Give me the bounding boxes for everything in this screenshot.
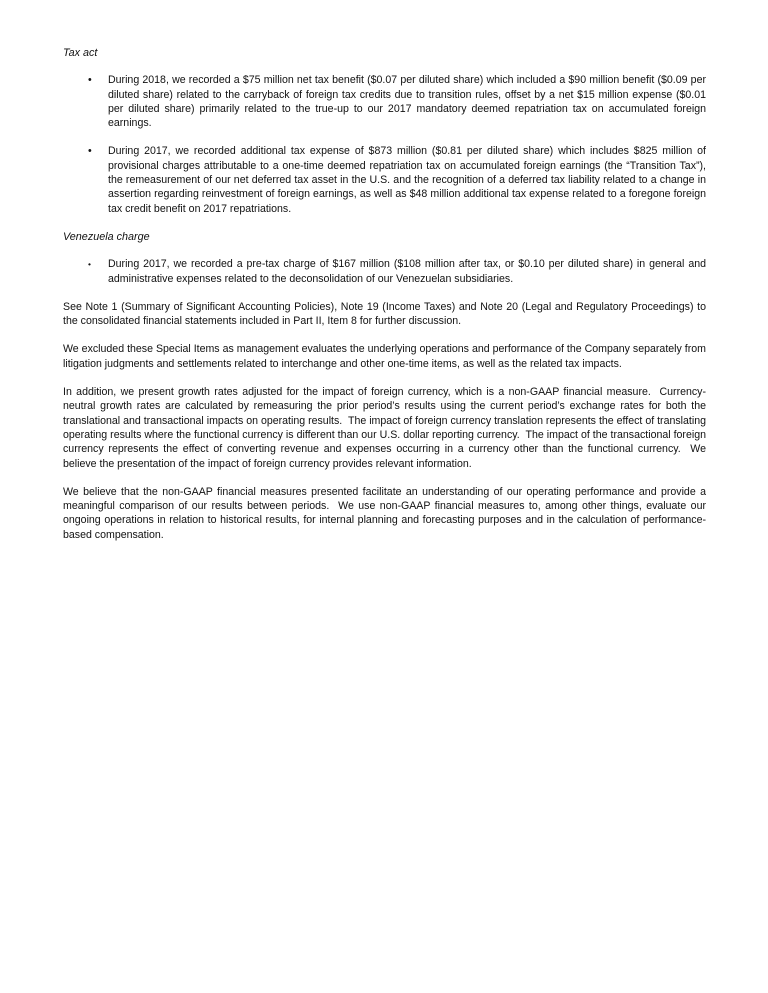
bullet-item-venezuela-charge — [63, 257, 709, 286]
bullet-icon: • — [88, 259, 91, 270]
bullet-icon: • — [88, 74, 92, 87]
bullet-icon: • — [88, 145, 92, 158]
paragraph-see-note-references: See Note 1 (Summary of Significant Accounting Policies), Note 19 (Income Taxes) and Note 20 (Legal and Regulatory Proceedings) to the consolidated financial statements included in Part II, Item 8 for further discussion. — [63, 300, 709, 328]
bullet-text-2017-tax-expense: During 2017, we recorded additional tax expense of $873 million ($0.81 per diluted share) which includes $825 million of provisional charges attributable to a one-time deemed repatriation tax on accumulated foreign earnings (the “Transition Tax”), the remeasurement of our net deferred tax asset in the U.S. and the recognition of a deferred tax liability related to a change in assertion regarding reinvestment of foreign earnings, as well as $48 million additional tax expense related to a foregone foreign tax credit benefit on 2017 repatriations. — [108, 145, 709, 215]
paragraph-non-gaap-measures: We believe that the non-GAAP financial measures presented facilitate an understanding of our operating performance and provide a meaningful comparison of our results between periods. We use non-GAAP financial measures to, among other things, evaluate our ongoing operations in relation to historical results, for internal planning and forecasting purposes and in the calculation of performance-based compensation. — [63, 485, 709, 541]
section-heading-venezuela-charge: Venezuela charge — [63, 230, 150, 243]
bullet-text-2018-tax-benefit: During 2018, we recorded a $75 million net tax benefit ($0.07 per diluted share) which included a $90 million benefit ($0.09 per diluted share) related to the carryback of foreign tax credits due to transition rules, offset by a net $15 million expense ($0.01 per diluted share) primarily related to the true-up to our 2017 mandatory deemed repatriation tax on accumulated foreign earnings. — [108, 74, 709, 130]
bullet-item-2017-tax-expense — [63, 144, 709, 215]
bullet-item-2018-tax-benefit — [63, 73, 709, 130]
section-heading-tax-act: Tax act — [63, 47, 98, 59]
paragraph-foreign-currency-growth-rates: In addition, we present growth rates adjusted for the impact of foreign currency, which is a non-GAAP financial measure. Currency-neutral growth rates are calculated by remeasuring the prior period’s results using the current period’s exchange rates for both the translational and transactional impacts on operating results. The impact of foreign currency translation represents the effect of translating operating results where the functional currency is different than our U.S. dollar reporting currency. The impact of the transactional foreign currency represents the effect of converting revenue and expenses occurring in a currency other than the functional currency. We believe the presentation of the impact of foreign currency provides relevant information. — [63, 386, 709, 470]
bullet-text-venezuela-charge: During 2017, we recorded a pre-tax charge of $167 million ($108 million after tax, or $0.10 per diluted share) in general and administrative expenses related to the deconsolidation of our Venezuelan subsidiaries. — [108, 258, 709, 285]
paragraph-special-items-exclusion: We excluded these Special Items as management evaluates the underlying operations and performance of the Company separately from litigation judgments and settlements related to interchange and other one-time items, as well as the related tax impacts. — [63, 343, 709, 370]
